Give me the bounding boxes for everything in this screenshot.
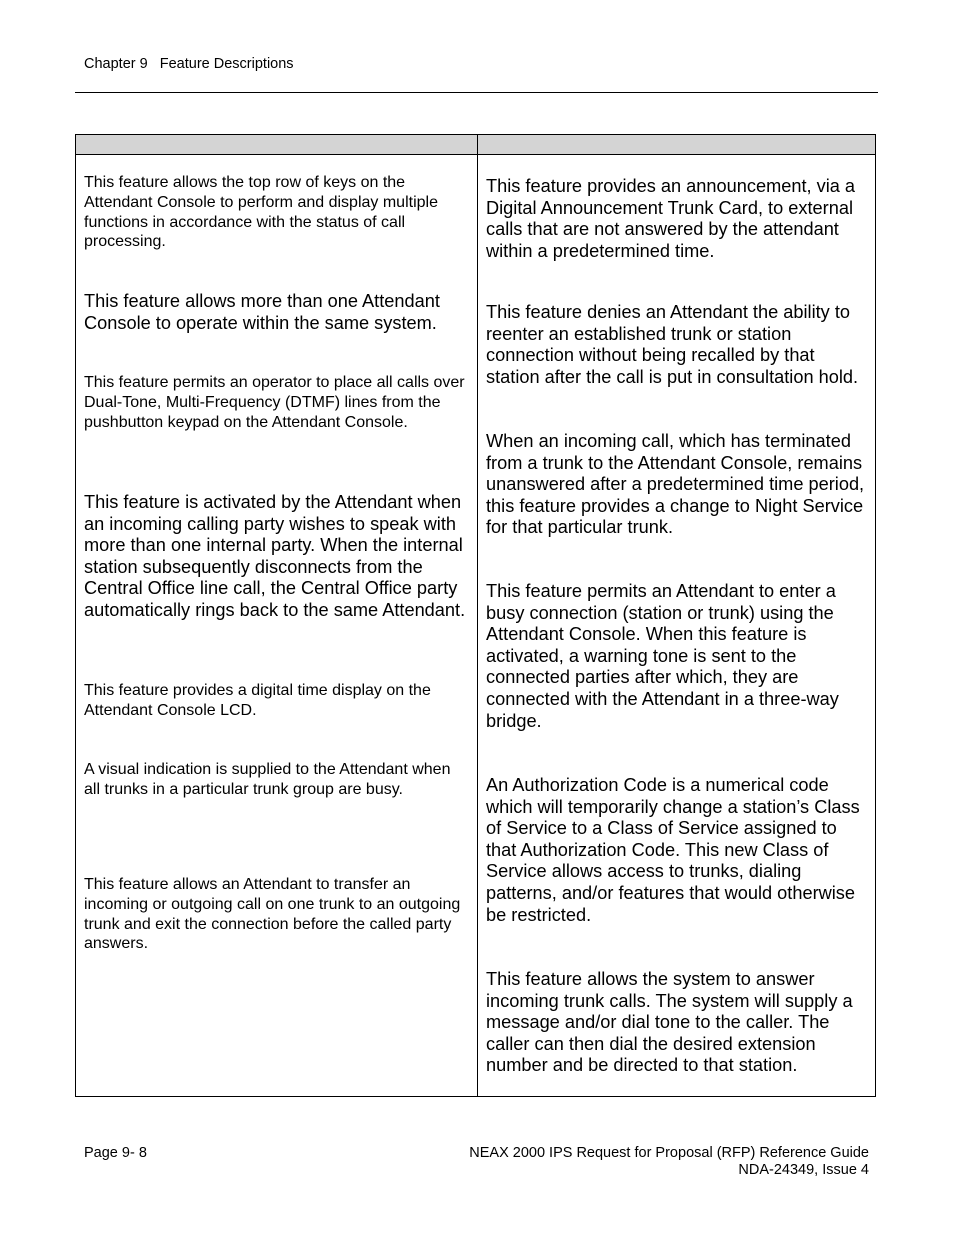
- feature-description: This feature denies an Attendant the ability to reenter an established trunk or station connection without being recalled by that station after the call is put in consultation hold.: [486, 302, 859, 387]
- feature-description: This feature allows more than one Attendant Console to operate within the same system.: [84, 291, 440, 333]
- header-divider: [75, 92, 878, 93]
- feature-description: This feature allows the system to answer incoming trunk calls. The system will supply a message and/or dial tone to the caller. The caller can then dial the desired extension number and be directed to that station.: [486, 969, 853, 1076]
- feature-description: This feature is activated by the Attendant when an incoming calling party wishes to speak with more than one internal party. When the internal station subsequently disconnects from the Central Office line call, the Central Office party automatically rings back to the same Attendant.: [84, 492, 466, 620]
- feature-description: An Authorization Code is a numerical code which will temporarily change a station’s Class of Service to a Class of Service assigned to that Authorization Code. This new Class of Service allows access to trunks, dialing patterns, and/or features that would otherwise be restricted.: [486, 775, 860, 925]
- feature-table: [75, 134, 876, 1097]
- chapter-header: Chapter 9 Feature Descriptions: [84, 56, 294, 72]
- feature-description: This feature permits an operator to place all calls over Dual-Tone, Multi-Frequency (DTMF) lines from the pushbutton keypad on the Attendant Console.: [84, 374, 465, 431]
- guide-title: NEAX 2000 IPS Request for Proposal (RFP) Reference Guide: [469, 1145, 869, 1161]
- feature-description: A visual indication is supplied to the Attendant when all trunks in a particular trunk group are busy.: [84, 761, 451, 798]
- feature-description: When an incoming call, which has terminated from a trunk to the Attendant Console, remains unanswered after a predetermined time period, this feature provides a change to Night Service for that particular trunk.: [486, 431, 865, 538]
- feature-description: This feature allows an Attendant to transfer an incoming or outgoing call on one trunk to an outgoing trunk and exit the connection before the called party answers.: [84, 876, 461, 953]
- feature-description: This feature permits an Attendant to enter a busy connection (station or trunk) using the Attendant Console. When this feature is activated, a warning tone is sent to the connected parties after which, they are connected with the Attendant in a three-way bridge.: [486, 581, 839, 731]
- column-divider: [477, 135, 478, 1096]
- feature-description: This feature provides a digital time display on the Attendant Console LCD.: [84, 682, 431, 719]
- document-id: NDA-24349, Issue 4: [738, 1162, 869, 1178]
- document-info: [469, 1145, 869, 1179]
- feature-description: This feature allows the top row of keys on the Attendant Console to perform and display multiple functions in accordance with the status of call processing.: [84, 174, 438, 251]
- feature-description: This feature provides an announcement, via a Digital Announcement Trunk Card, to external calls that are not answered by the attendant within a predetermined time.: [486, 176, 856, 261]
- page-number: Page 9- 8: [84, 1145, 147, 1161]
- table-header-row: [76, 135, 875, 155]
